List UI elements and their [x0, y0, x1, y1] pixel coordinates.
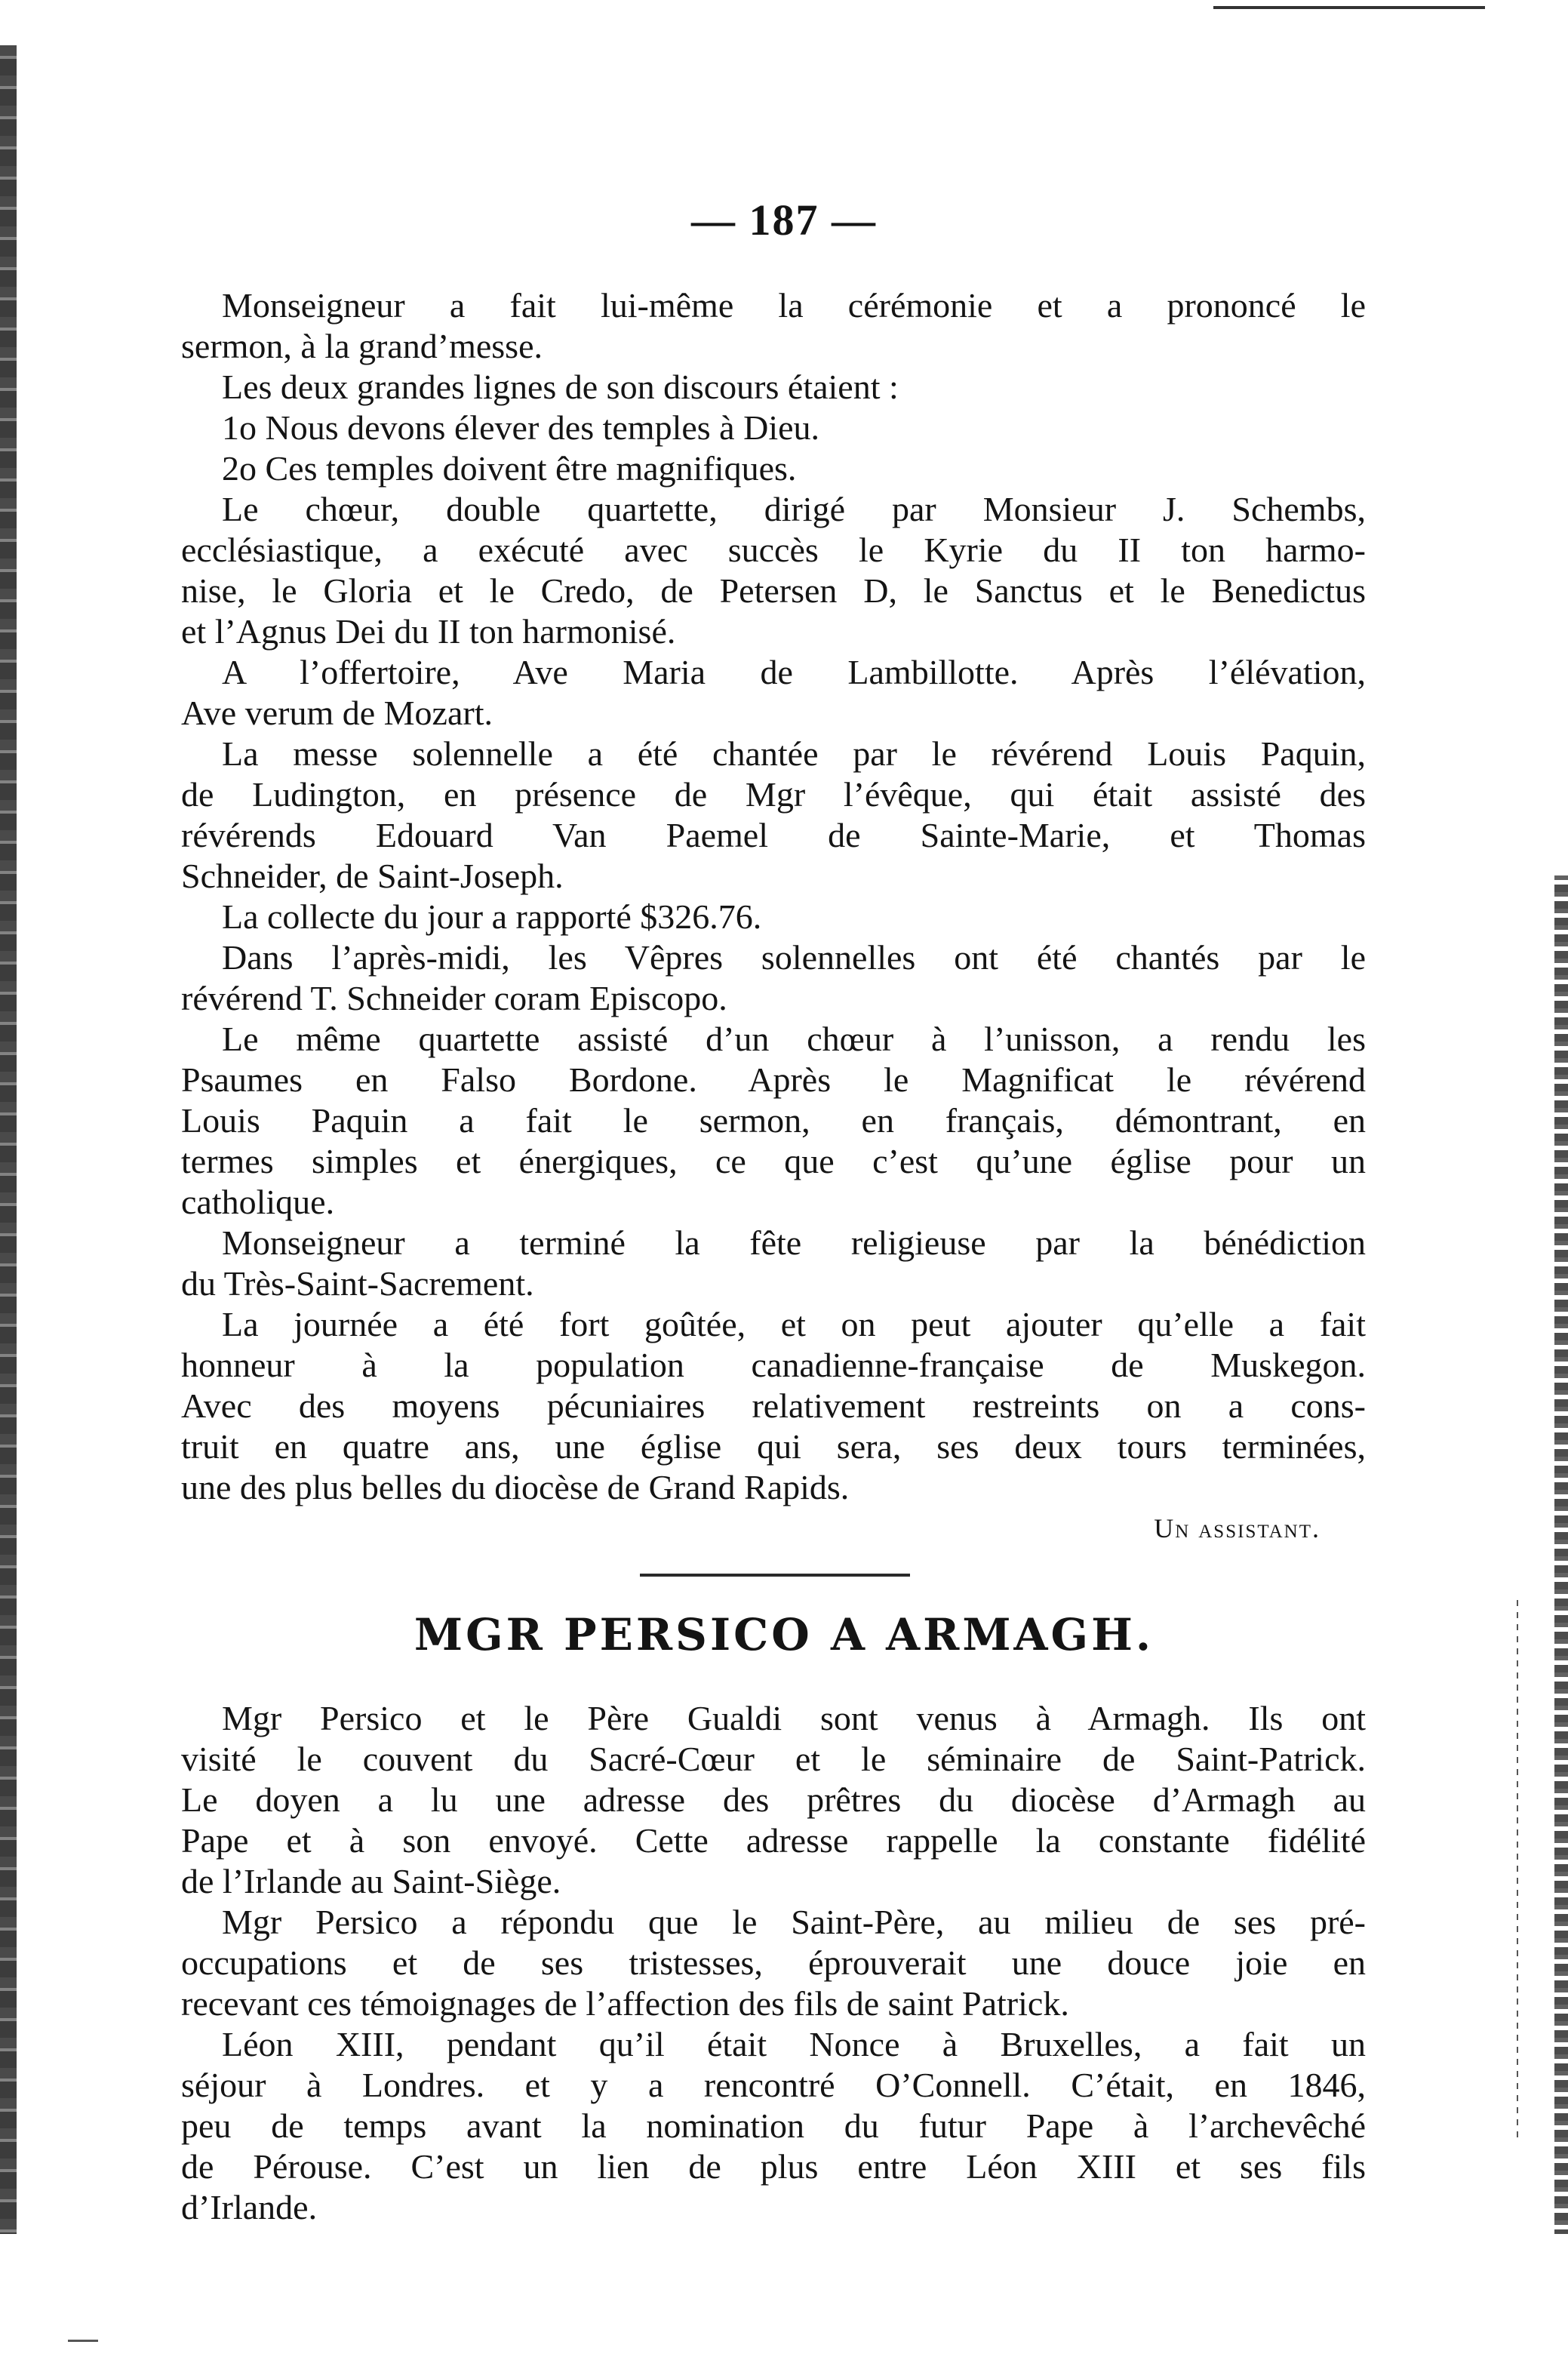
- paragraph-line: termes simples et énergiques, ce que c’est qu’une église pour un: [181, 1142, 1366, 1180]
- paragraph-line: Dans l’après-midi, les Vêpres solennelles ont été chantés par le: [222, 938, 1366, 977]
- paragraph-line: catholique.: [181, 1183, 335, 1221]
- paragraph-line: du Très-Saint-Sacrement.: [181, 1264, 534, 1303]
- paragraph-line: de Pérouse. C’est un lien de plus entre Léon XIII et ses fils: [181, 2147, 1366, 2186]
- scan-edge-right: [1554, 875, 1568, 2234]
- article-heading: MGR PERSICO A ARMAGH.: [414, 1609, 1154, 1660]
- paragraph-line: Le chœur, double quartette, dirigé par Monsieur J. Schembs,: [222, 490, 1366, 528]
- paragraph-line: séjour à Londres. et y a rencontré O’Connell. C’était, en 1846,: [181, 2066, 1366, 2104]
- paragraph-line: peu de temps avant la nomination du futur Pape à l’archevêché: [181, 2106, 1366, 2145]
- paragraph-line: d’Irlande.: [181, 2188, 318, 2226]
- paragraph-line: Schneider, de Saint-Joseph.: [181, 857, 564, 895]
- paragraph-line: visité le couvent du Sacré-Cœur et le séminaire de Saint-Patrick.: [181, 1740, 1366, 1778]
- paragraph-line: La journée a été fort goûtée, et on peut ajouter qu’elle a fait: [222, 1305, 1366, 1343]
- paragraph-line: une des plus belles du diocèse de Grand Rapids.: [181, 1468, 850, 1506]
- paragraph-line: Monseigneur a terminé la fête religieuse par la bénédiction: [222, 1223, 1366, 1262]
- paragraph-line: Mgr Persico a répondu que le Saint-Père, au milieu de ses pré-: [222, 1903, 1366, 1941]
- paragraph-line: La collecte du jour a rapporté $326.76.: [222, 897, 762, 936]
- paragraph-line: recevant ces témoignages de l’affection des fils de saint Patrick.: [181, 1984, 1069, 2023]
- paragraph-line: de l’Irlande au Saint-Siège.: [181, 1862, 561, 1900]
- paragraph-line: 1o Nous devons élever des temples à Dieu.: [222, 408, 820, 447]
- article-two-body: [181, 1698, 1366, 2228]
- paragraph-line: révérend T. Schneider coram Episcopo.: [181, 979, 727, 1017]
- paragraph-line: de Ludington, en présence de Mgr l’évêque, qui était assisté des: [181, 775, 1366, 814]
- paragraph-line: Psaumes en Falso Bordone. Après le Magnificat le révérend: [181, 1060, 1366, 1099]
- scan-edge-left: [0, 45, 17, 2234]
- article-signature: Un assistant.: [1154, 1513, 1321, 1543]
- page-number: — 187 —: [691, 195, 877, 245]
- paragraph-line: Les deux grandes lignes de son discours étaient :: [222, 368, 899, 406]
- article-one-body: [181, 285, 1366, 1549]
- paragraph-line: Ave verum de Mozart.: [181, 694, 493, 732]
- paragraph-line: Le doyen a lu une adresse des prêtres du diocèse d’Armagh au: [181, 1780, 1366, 1819]
- paragraph-line: La messe solennelle a été chantée par le révérend Louis Paquin,: [222, 734, 1366, 773]
- paragraph-line: occupations et de ses tristesses, éprouverait une douce joie en: [181, 1943, 1366, 1982]
- paragraph-line: Louis Paquin a fait le sermon, en français, démontrant, en: [181, 1101, 1366, 1140]
- paragraph-line: 2o Ces temples doivent être magnifiques.: [222, 449, 797, 488]
- scan-top-rule: [1213, 6, 1485, 9]
- paragraph-line: Mgr Persico et le Père Gualdi sont venus à Armagh. Ils ont: [222, 1699, 1366, 1737]
- paragraph-line: A l’offertoire, Ave Maria de Lambillotte. Après l’élévation,: [222, 653, 1366, 691]
- paragraph-line: Léon XIII, pendant qu’il était Nonce à Bruxelles, a fait un: [222, 2025, 1366, 2063]
- paragraph-line: ecclésiastique, a exécuté avec succès le Kyrie du II ton harmo-: [181, 531, 1366, 569]
- paragraph-line: Pape et à son envoyé. Cette adresse rappelle la constante fidélité: [181, 1821, 1366, 1860]
- paragraph-line: nise, le Gloria et le Credo, de Petersen D, le Sanctus et le Benedictus: [181, 571, 1366, 610]
- paragraph-line: truit en quatre ans, une église qui sera, ses deux tours terminées,: [181, 1427, 1366, 1466]
- paragraph-line: Le même quartette assisté d’un chœur à l’unisson, a rendu les: [222, 1020, 1366, 1058]
- section-divider: [640, 1574, 910, 1577]
- scan-margin-line: [1517, 1600, 1518, 2143]
- paragraph-line: honneur à la population canadienne-française de Muskegon.: [181, 1346, 1366, 1384]
- paragraph-line: révérends Edouard Van Paemel de Sainte-Marie, et Thomas: [181, 816, 1366, 854]
- scan-footer-mark: [68, 2340, 98, 2342]
- paragraph-line: et l’Agnus Dei du II ton harmonisé.: [181, 612, 676, 651]
- paragraph-line: Monseigneur a fait lui-même la cérémonie et a prononcé le: [222, 286, 1366, 325]
- paragraph-line: sermon, à la grand’messe.: [181, 327, 543, 365]
- paragraph-line: Avec des moyens pécuniaires relativement restreints on a cons-: [181, 1386, 1366, 1425]
